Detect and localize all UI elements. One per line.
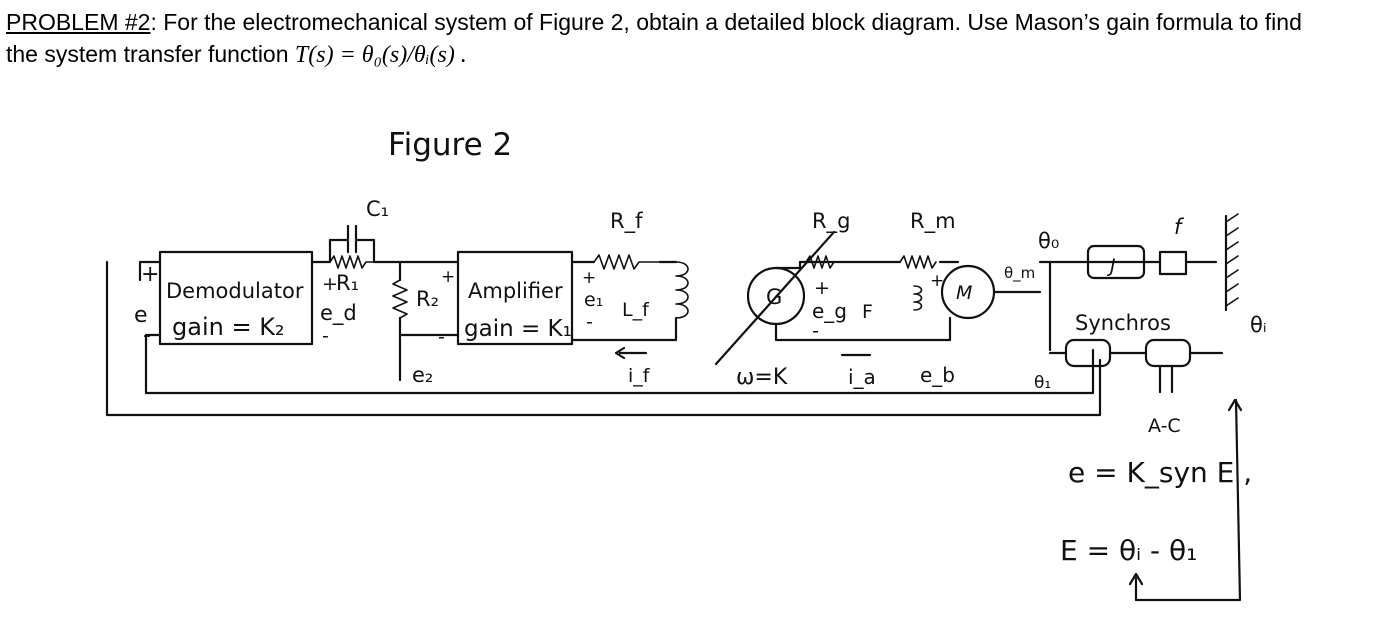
theta-i-label: θᵢ bbox=[1250, 313, 1267, 337]
e2-label: e₂ bbox=[412, 363, 434, 387]
eg-label: e_g bbox=[812, 299, 847, 323]
e1-plus-sign: + bbox=[582, 268, 597, 288]
r1-plus-sign: + bbox=[322, 273, 338, 295]
amplifier-gain: gain = K₁ bbox=[464, 316, 572, 342]
generator bbox=[716, 232, 950, 364]
if-label: i_f bbox=[628, 365, 650, 387]
motor bbox=[900, 209, 1040, 387]
e-label: e bbox=[134, 303, 148, 328]
theta-o-label: θ₀ bbox=[1038, 229, 1060, 253]
problem-text-1: : For the electromechanical system of Figure 2, obtain a detailed block diagram. Use Mason’s gain formula to find bbox=[150, 9, 1302, 35]
eg-plus-sign: + bbox=[814, 277, 830, 299]
ed-label: e_d bbox=[320, 301, 357, 325]
synchros-label: Synchros bbox=[1075, 311, 1171, 335]
amplifier-label: Amplifier bbox=[468, 279, 563, 303]
rg-label: R_g bbox=[812, 209, 851, 233]
equation-1: e = K_syn E , bbox=[1068, 456, 1253, 489]
generator-label: G bbox=[766, 285, 783, 309]
e1-label: e₁ bbox=[584, 289, 604, 311]
ia-label: i_a bbox=[848, 365, 876, 389]
r2-label: R₂ bbox=[416, 287, 440, 311]
amplifier-block bbox=[458, 252, 572, 344]
r2-plus-sign: + bbox=[441, 267, 456, 287]
eb-label: e_b bbox=[920, 363, 955, 387]
motor-label: M bbox=[956, 282, 973, 304]
eb-plus-sign: + bbox=[930, 271, 945, 291]
eg-minus-sign: - bbox=[812, 320, 819, 342]
equation-2: E = θᵢ - θ₁ bbox=[1060, 534, 1198, 567]
problem-text-2: the system transfer function bbox=[6, 41, 295, 67]
r2-minus-sign: - bbox=[438, 326, 445, 348]
rm-label: R_m bbox=[910, 209, 956, 233]
f-coupling-label: F bbox=[862, 301, 873, 323]
lf-label: L_f bbox=[622, 299, 649, 321]
demodulator-gain: gain = K₂ bbox=[172, 313, 285, 341]
damping-label: f bbox=[1174, 215, 1182, 239]
figure-caption: Figure 2 bbox=[388, 127, 513, 163]
ac-label: A-C bbox=[1148, 415, 1181, 437]
synchros bbox=[1034, 311, 1267, 437]
demodulator-block bbox=[160, 252, 312, 344]
demodulator-label: Demodulator bbox=[166, 279, 304, 303]
theta-1-label: θ₁ bbox=[1034, 373, 1052, 393]
c1-label: C₁ bbox=[366, 197, 390, 221]
omega-label: ω=K bbox=[736, 365, 788, 390]
e1-minus-sign: - bbox=[586, 311, 593, 333]
inertia-label: J bbox=[1110, 255, 1116, 277]
rf-label: R_f bbox=[610, 209, 643, 233]
ed-minus-sign: - bbox=[322, 325, 329, 347]
problem-heading: PROBLEM #2 bbox=[6, 9, 151, 35]
e-plus-sign: + bbox=[141, 262, 160, 287]
e-minus-sign: - bbox=[143, 323, 151, 348]
r1-label: R₁ bbox=[336, 271, 360, 295]
theta-m-label: θ_m bbox=[1004, 264, 1036, 282]
transfer-function: T(s) = θ₀(s)/θᵢ(s) . bbox=[294, 42, 467, 68]
